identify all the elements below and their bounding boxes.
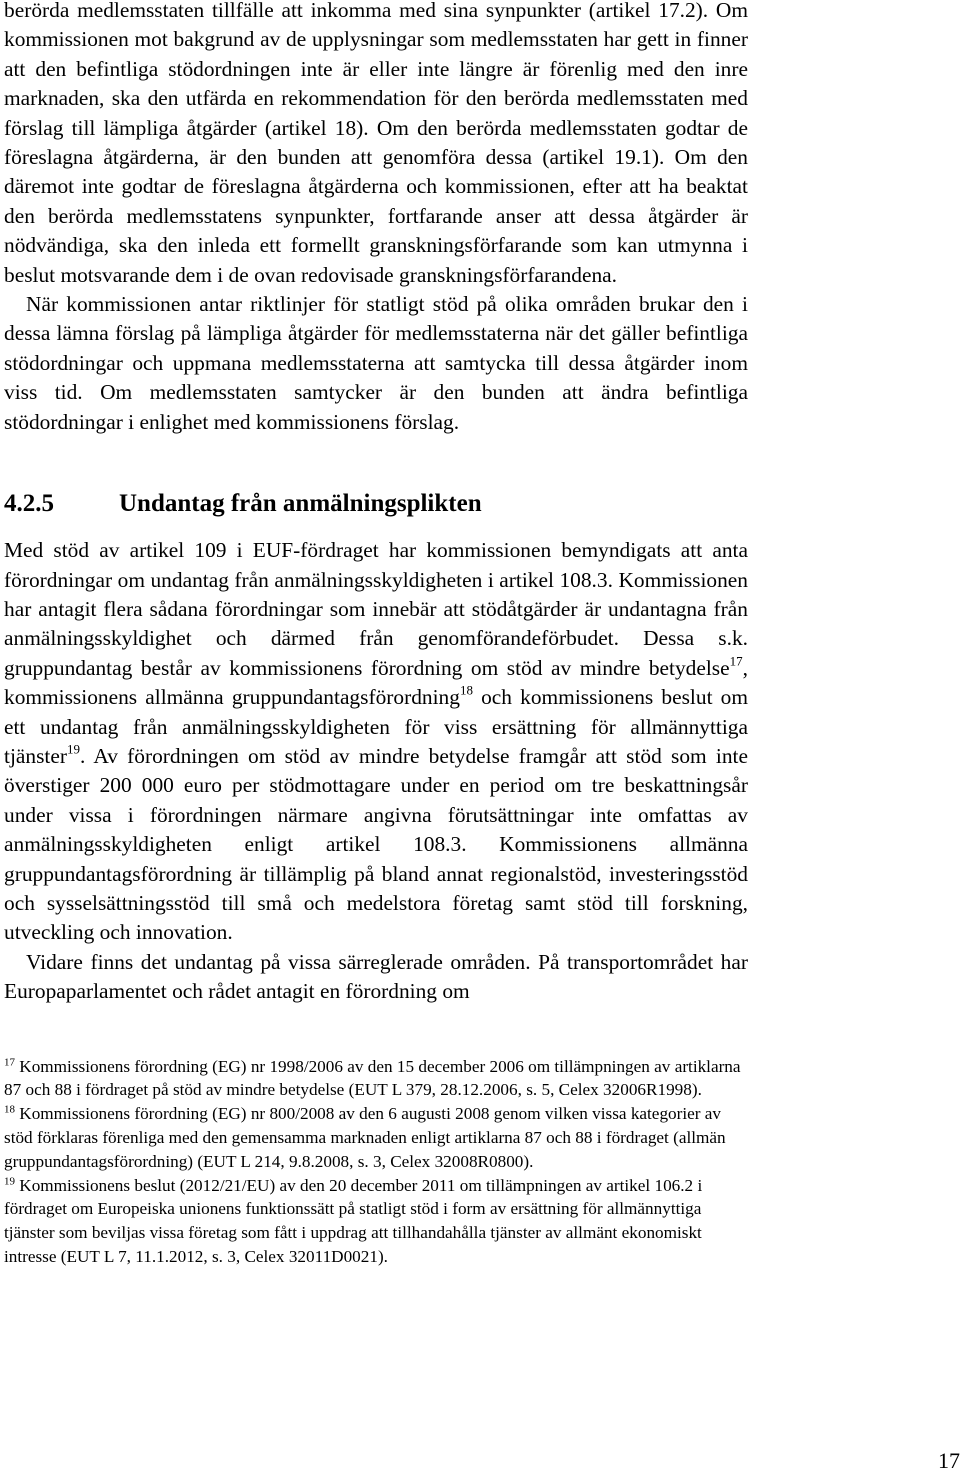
footnote-number: 18	[4, 1103, 15, 1116]
footnotes	[4, 1055, 748, 1269]
document-page	[4, 0, 748, 1269]
footnote-number: 19	[4, 1174, 15, 1187]
footnote-ref-18[interactable]: 18	[459, 682, 473, 698]
body-paragraph-1: berörda medlemsstaten tillfälle att inkomma med sina synpunkter (artikel 17.2). Om kommissionen mot bakgrund av de upplysningar som medlemsstaten har gett in finner att den befintliga stödordningen inte är eller inte längre är förenlig med den inre marknaden, ska den utfärda en rekommendation för den berörda medlemsstaten med förslag till lämpliga åtgärder (artikel 18). Om den berörda medlemsstaten godtar de föreslagna åtgärderna, är den bunden att genomföra dessa (artikel 19.1). Om den däremot inte godtar de föreslagna åtgärderna och kommissionen, efter att ha beaktat den berörda medlemsstatens synpunkter, fortfarande anser att dessa åtgärder är nödvändiga, ska den inleda ett formellt granskningsförfarande som kan utmynna i beslut motsvarande dem i de ovan redovisade granskningsförfarandena.	[4, 0, 748, 287]
section-paragraph-2: Vidare finns det undantag på vissa särreglerade områden. På transportområdet har Europaparlamentet och rådet antagit en förordning om	[4, 949, 748, 1004]
page-number: 17	[938, 1448, 960, 1473]
body-paragraph-2: När kommissionen antar riktlinjer för statligt stöd på olika områden brukar den i dessa lämna förslag på lämpliga åtgärder för medlemsstaterna när det gäller befintliga stödordningar och uppmana medlemsstaterna att samtycka till dessa åtgärder inom viss tid. Om medlemsstaten samtycker är den bunden att ändra befintliga stödordningar i enlighet med kommissionens förslag.	[4, 292, 748, 434]
section-heading	[4, 486, 748, 522]
section-paragraph-1-part2: , kommissionens allmänna gruppundantagsförordning	[4, 655, 748, 710]
section-paragraph-1-part1: Med stöd av artikel 109 i EUF-fördraget har kommissionen bemyndigats att anta förordningar om undantag från anmälningsskyldigheten i artikel 108.3. Kommissionen har antagit flera sådana förordningar som innebär att stödåtgärder är undantagna från anmälningsskyldighet och därmed från genomförandeförbudet. Dessa s.k. gruppundantag består av kommissionens förordning om stöd av mindre betydelse	[4, 538, 748, 680]
footnote-ref-17[interactable]: 17	[729, 652, 743, 668]
section-paragraph-1-part3: och kommissionens beslut om ett undantag från anmälningsskyldigheten för viss ersättning för allmännyttiga tjänster	[4, 685, 749, 768]
section-paragraph-1-part4: . Av förordningen om stöd av mindre betydelse framgår att stöd som inte överstiger 200 000 euro per stödmottagare under en period om tre beskattningsår under vissa i förordningen närmare angivna förutsättningar inte omfattas av anmälningsskyldigheten enligt artikel 108.3. Kommissionens allmänna gruppundantagsförordning är tillämplig på bland annat regionalstöd, investeringsstöd och sysselsättningsstöd till små och medelstora företag samt stöd till forskning, utveckling och innovation.	[4, 743, 748, 945]
footnote-number: 17	[4, 1056, 15, 1068]
footnote-18	[4, 1102, 748, 1173]
footnote-17	[4, 1055, 748, 1103]
section-title: Undantag från anmälningsplikten	[119, 490, 482, 518]
footnote-19	[4, 1174, 748, 1269]
section-number: 4.2.5	[4, 490, 54, 518]
section-paragraph-1	[4, 536, 748, 948]
footnote-text: Kommissionens beslut (2012/21/EU) av den 20 december 2011 om tillämpningen av artikel 106.2 i fördraget om Europeiska unionens funktionssätt på statligt stöd i form av ersättning för allmännyttiga tjänster som beviljas vissa företag som fått i uppdrag att tillhandahålla tjänster av allmänt ekonomiskt intresse (EUT L 7, 11.1.2012, s. 3, Celex 32011D0021).	[4, 1175, 703, 1266]
footnote-ref-19[interactable]: 19	[66, 741, 80, 757]
footnote-text: Kommissionens förordning (EG) nr 800/2008 av den 6 augusti 2008 genom vilken vissa kategorier av stöd förklaras förenliga med den gemensamma marknaden enligt artiklarna 87 och 88 i fördraget (allmän gruppundantagsförordning) (EUT L 214, 9.8.2008, s. 3, Celex 32008R0800).	[4, 1104, 726, 1171]
footnote-text: Kommissionens förordning (EG) nr 1998/2006 av den 15 december 2006 om tillämpningen av artiklarna 87 och 88 i fördraget på stöd av mindre betydelse (EUT L 379, 28.12.2006, s. 5, Celex 32006R1998).	[4, 1056, 741, 1100]
